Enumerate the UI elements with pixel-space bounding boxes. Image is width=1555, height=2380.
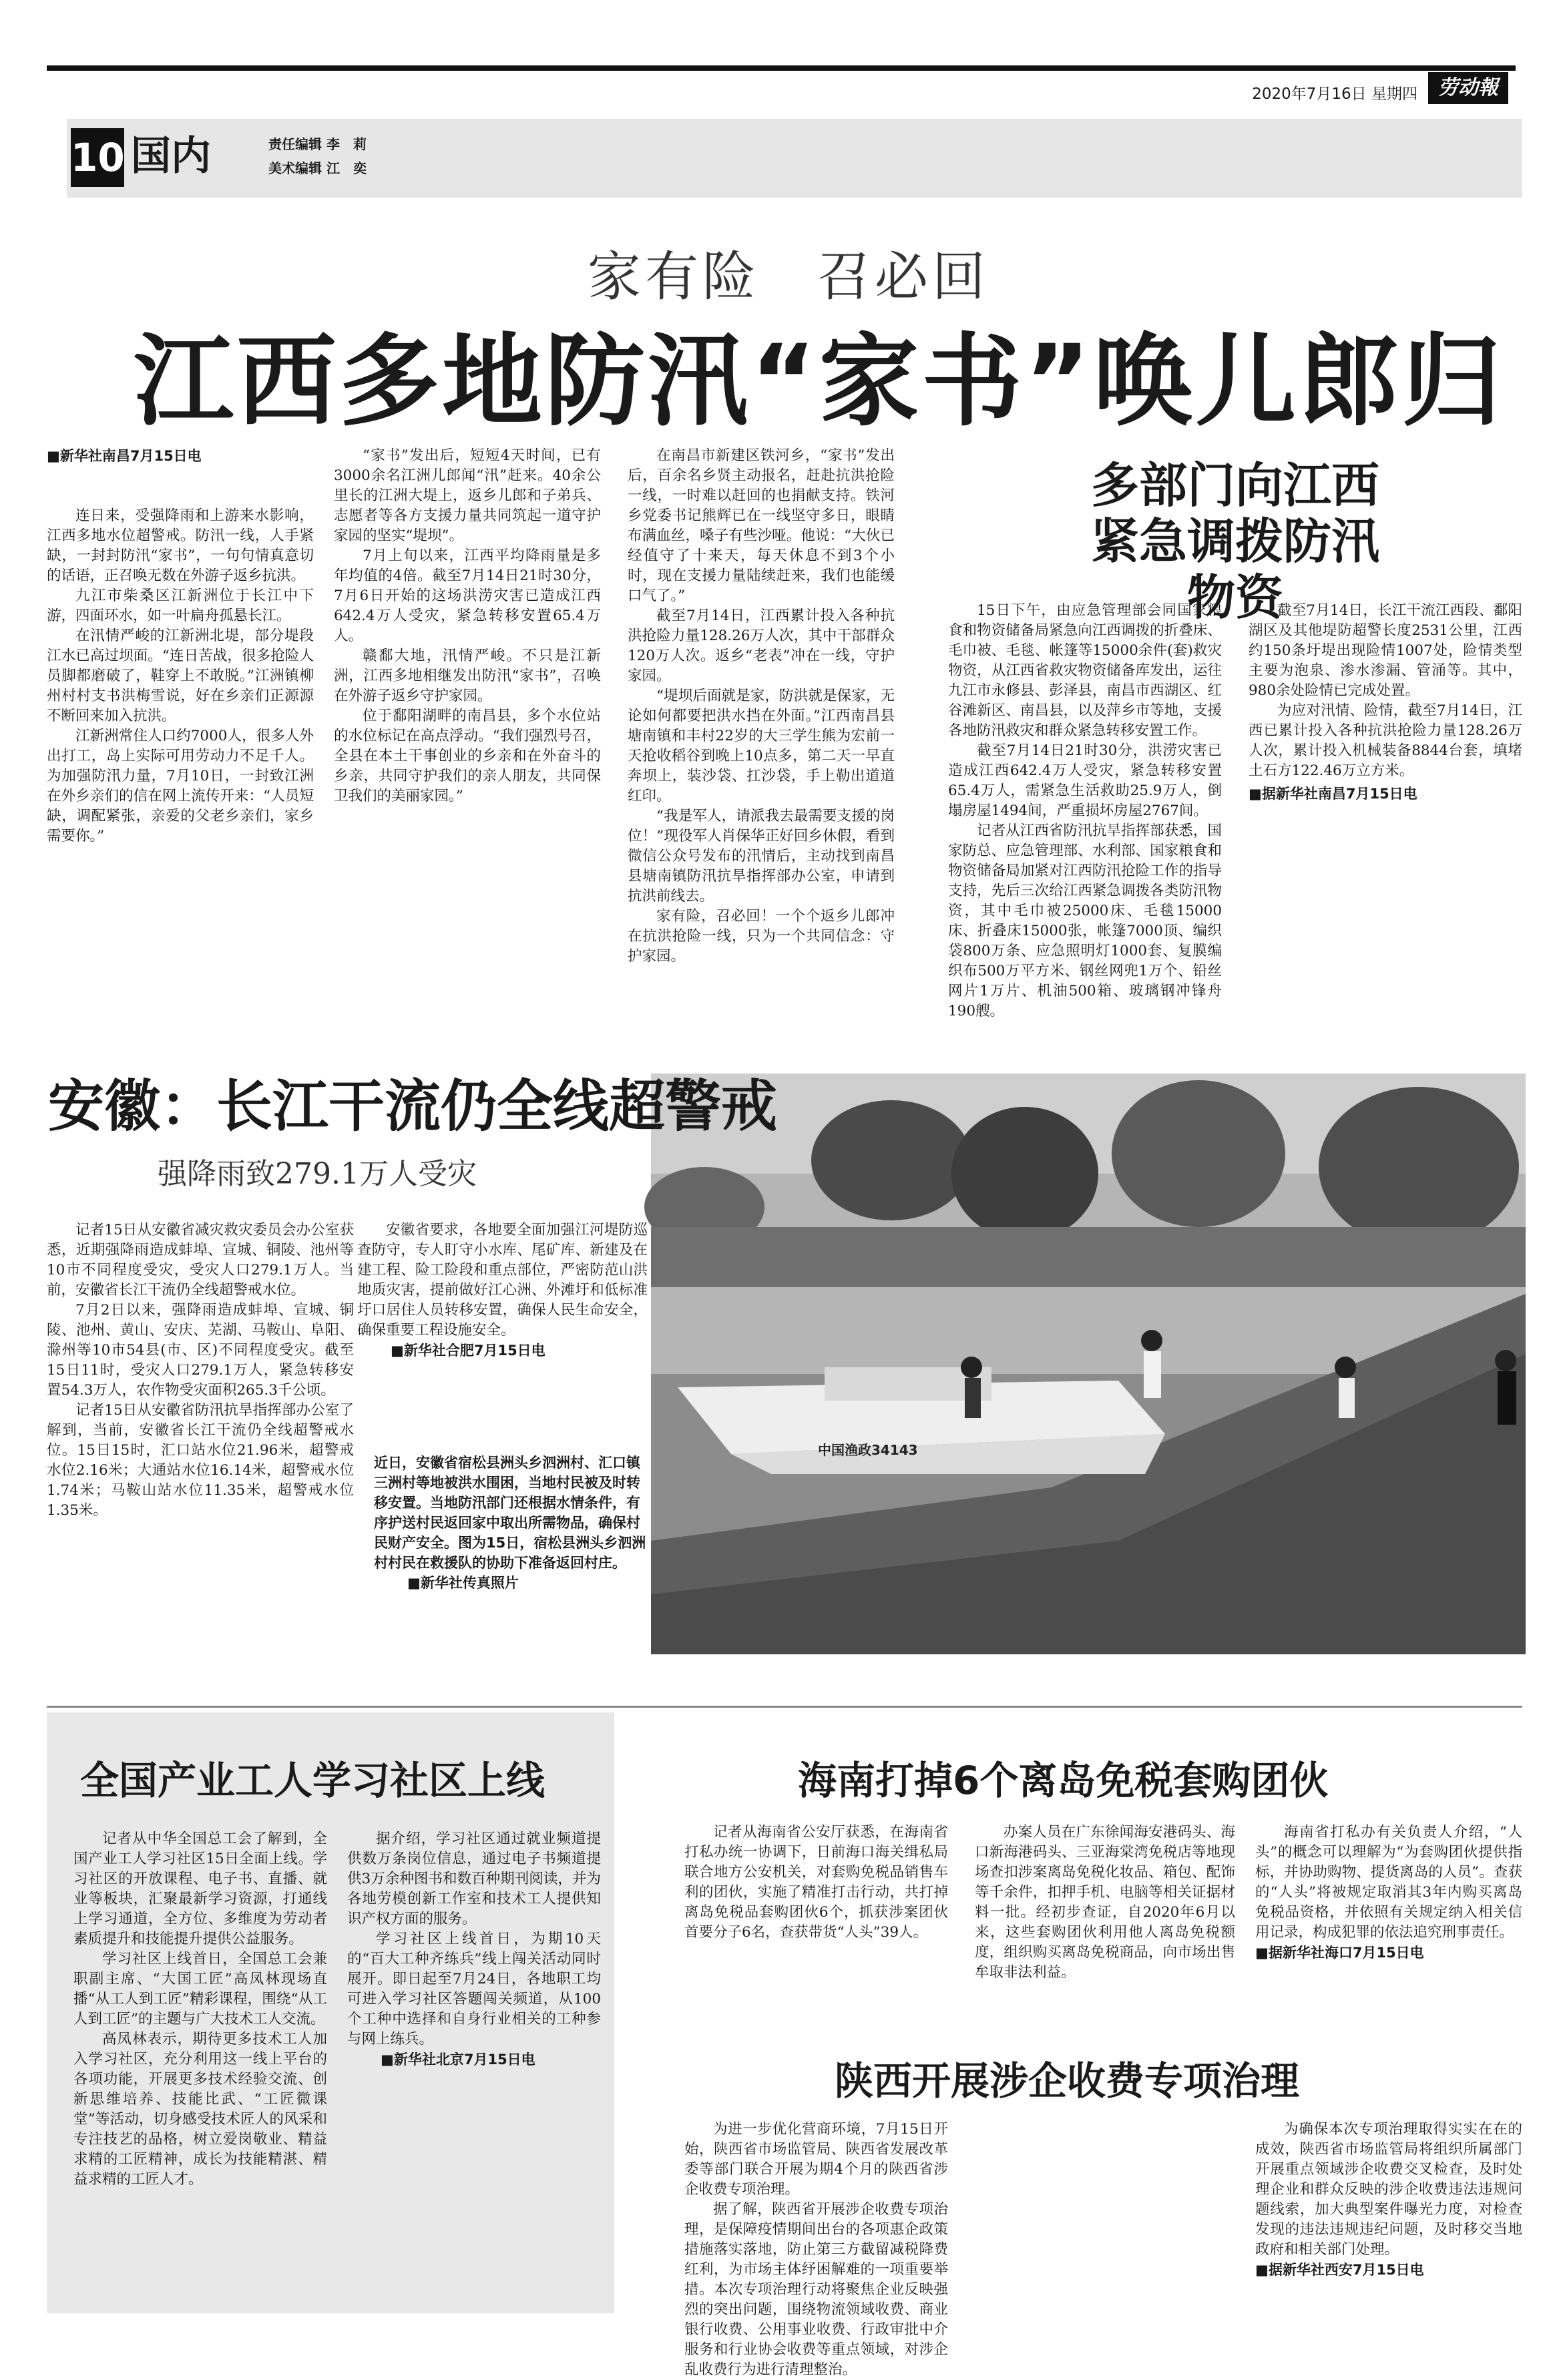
lead-column-2 — [334, 446, 601, 1007]
shaanxi-paragraph: 为确保本次专项治理取得实实在在的成效，陕西省市场监管局将组织所属部门开展重点领域涉企收费交叉检查，及时处理企业和群众反映的涉企收费违法违规问题线索，加大典型案件曝光力度，对检查发现的违法违规违纪问题，及时移交当地政府和相关部门处理。 — [1255, 2121, 1522, 2258]
side-column-2 — [1249, 601, 1522, 1015]
editors — [268, 132, 367, 180]
anhui-paragraph: 记者15日从安徽省减灾救灾委员会办公室获悉，近期强降雨造成蚌埠、宣城、铜陵、池州等10市不同程度受灾，受灾人口279.1万人。当前，安徽省长江干流仍全线超警戒水位。 — [47, 1222, 354, 1298]
side-paragraph: 记者从江西省防汛抗旱指挥部获悉，国家防总、应急管理部、水利部、国家粮食和物资储备局加紧对江西防汛抢险工作的指导支持，先后三次给江西紧急调拨各类防汛物资，其中毛巾被25000床、毛毯15000床、折叠床15000张，帐篷7000顶、编织袋800万条、应急照明灯1000套、复膜编织布500万平方米、钢丝网兜1万个、铅丝网片1万片、机油500箱、玻璃钢冲锋舟190艘。 — [948, 822, 1222, 1019]
flood-rescue-photo — [651, 1074, 1526, 1654]
lead-kicker: 家有险 召必回 — [588, 246, 989, 308]
workers-byline: ■新华社北京7月15日电 — [381, 2052, 535, 2068]
lead-paragraph: 截至7月14日，江西累计投入各种抗洪抢险力量128.26万人次，其中干部群众120万人次。返乡“老表”冲在一线，守护家园。 — [628, 608, 895, 684]
lead-paragraph: “家书”发出后，短短4天时间，已有3000余名江洲儿郎闻“汛”赶来。40余公里长的江洲大堤上，返乡儿郎和子弟兵、志愿者等各方支援力量共同筑起一道守护家园的坚实“堤坝”。 — [334, 447, 601, 544]
side-headline-line: 紧急调拨防汛物资 — [1090, 513, 1379, 626]
anhui-column-2 — [357, 1220, 648, 1441]
hainan-byline: ■据新华社海口7月15日电 — [1255, 1945, 1424, 1961]
workers-paragraph: 据介绍，学习社区通过就业频道提供数万条岗位信息，通过电子书频道提供3万余种图书和数百种期刊阅读，并为各地劳模创新工作室和技术工人提供知识产权方面的服务。 — [347, 1831, 601, 1927]
lead-paragraph: “我是军人，请派我去最需要支援的岗位！”现役军人肖保华正好回乡休假，看到微信公众号发布的汛情后，主动找到南昌县塘南镇防汛抗旱指挥部办公室，申请到抗洪前线去。 — [628, 808, 895, 905]
lead-paragraph: 连日来，受强降雨和上游来水影响，江西多地水位超警戒。防汛一线，人手紧缺，一封封防汛“家书”，一句句情真意切的话语，正召唤无数在外游子返乡抗洪。 — [47, 507, 314, 584]
lead-headline: 江西多地防汛“家书”唤儿郎归 — [134, 324, 1505, 440]
editor-line: 美术编辑 江 奕 — [268, 160, 367, 176]
shaanxi-column-3 — [1255, 2120, 1522, 2320]
lead-paragraph: 江新洲常住人口约7000人，很多人外出打工，岛上实际可用劳动力不足千人。为加强防汛力量，7月10日，一封致江洲在外乡亲们的信在网上流传开来：“人员短缺，调配紧张，亲爱的父老乡亲们，家乡需要你。” — [47, 728, 314, 845]
side-byline: ■据新华社南昌7月15日电 — [1249, 786, 1417, 802]
caption-text: 近日，安徽省宿松县洲头乡泗洲村、汇口镇三洲村等地被洪水围困，当地村民被及时转移安置。当地防汛部门还根据水情条件，有序护送村民返回家中取出所需物品，确保村民财产安全。图为15日，宿松县洲头乡泗洲村村民在救援队的协助下准备返回村庄。 — [374, 1455, 646, 1571]
lead-column-1 — [47, 446, 314, 1007]
side-column-1 — [948, 601, 1222, 1019]
anhui-byline: ■新华社合肥7月15日电 — [391, 1343, 545, 1359]
shaanxi-paragraph: 为进一步优化营商环境，7月15日开始，陕西省市场监管局、陕西省发展改革委等部门联合开展为期4个月的陕西省涉企收费专项治理。 — [684, 2121, 948, 2198]
hainan-column-1 — [684, 1823, 948, 2023]
lead-paragraph: 在南昌市新建区铁河乡，“家书”发出后，百余名乡贤主动报名，赶赴抗洪抢险一线，一时难以赶回的也捐献支持。铁河乡党委书记熊辉已在一线坚守多日，眼睛布满血丝，嗓子有些沙哑。他说：“大伙已经值守了十来天，每天休息不到3个小时，现在支援力量陆续赶来，我们也能缓口气了。” — [628, 447, 895, 604]
hainan-paragraph: 记者从海南省公安厅获悉，在海南省打私办统一协调下，日前海口海关缉私局联合地方公安机关，对套购免税品销售车利的团伙，实施了精准打击行动，共打掉离岛免税品套购团伙6个，抓获涉案团伙首要分子6名，查获带货“人头”39人。 — [684, 1824, 948, 1941]
side-paragraph: 15日下午，由应急管理部会同国家粮食和物资储备局紧急向江西调拨的折叠床、毛巾被、毛毯、帐篷等15000余件(套)救灾物资，从江西省救灾物资储备库发出，运往九江市永修县、彭泽县，南昌市西湖区、红谷滩新区、南昌县，以及萍乡市等地，支援各地防汛救灾和群众紧急转移安置工作。 — [948, 602, 1222, 739]
lead-paragraph: “堤坝后面就是家，防洪就是保家，无论如何都要把洪水挡在外面。”江西南昌县塘南镇和丰村22岁的大三学生熊为宏前一天抢收稻谷到晚上10点多，第二天一早直奔坝上，装沙袋、扛沙袋，手上勒出道道红印。 — [628, 688, 895, 804]
section-divider — [47, 1706, 1522, 1708]
workers-paragraph: 记者从中华全国总工会了解到，全国产业工人学习社区15日全面上线。学习社区的开放课程、电子书、直播、就业等板块，汇聚最新学习资源，打通线上学习通道，全方位、多维度为劳动者素质提升和技能提升提供公益服务。 — [73, 1831, 327, 1947]
lead-paragraph: 赣鄱大地，汛情严峻。不只是江新洲，江西多地相继发出防汛“家书”，召唤在外游子返乡守护家园。 — [334, 648, 601, 704]
workers-column-1 — [73, 1829, 327, 2297]
hainan-column-3 — [1255, 1823, 1522, 2023]
hainan-paragraph: 办案人员在广东徐闻海安港码头、海口新海港码头、三亚海棠湾免税店等地现场查扣涉案离岛免税化妆品、箱包、配饰等千余件，扣押手机、电脑等相关证据材料一批。经初步查证，自2020年6月以来，这些套购团伙利用他人离岛免税额度，组织购买离岛免税商品，向市场出售牟取非法利益。 — [975, 1824, 1235, 1981]
anhui-paragraph: 7月2日以来，强降雨造成蚌埠、宣城、铜陵、池州、黄山、安庆、芜湖、马鞍山、阜阳、滁州等10市54县(市、区)不同程度受灾。截至15日11时，受灾人口279.1万人，紧急转移安置54.3万人，农作物受灾面积265.3千公顷。 — [47, 1302, 354, 1399]
lead-paragraph: 家有险，召必回！一个个返乡儿郎冲在抗洪抢险一线，只为一个共同信念：守护家园。 — [628, 908, 895, 965]
workers-paragraph: 学习社区上线首日，全国总工会兼职副主席、“大国工匠”高凤林现场直播“从工人到工匠”精彩课程，围绕“从工人到工匠”的主题与广大技术工人交流。 — [73, 1951, 327, 2028]
shaanxi-byline: ■据新华社西安7月15日电 — [1255, 2262, 1424, 2278]
workers-headline: 全国产业工人学习社区上线 — [80, 1758, 545, 1803]
workers-paragraph: 学习社区上线首日，为期10天的“百大工种齐练兵”线上闯关活动同时展开。即日起至7月24日，各地职工均可进入学习社区答题闯关频道，从100个工种中选择和自身行业相关的工种参与网上练兵。 — [347, 1931, 601, 2048]
issue-date: 2020年7月16日 星期四 — [1252, 85, 1417, 103]
lead-paragraph: 九江市柴桑区江新洲位于长江中下游，四面环水，如一叶扁舟孤悬长江。 — [47, 587, 314, 624]
side-paragraph: 截至7月14日，长江干流江西段、鄱阳湖区及其他堤防超警长度2531公里，江西约150条圩堤出现险情1007处，险情类型主要为泡泉、渗水渗漏、管涌等。其中，980余处险情已完成处置。 — [1249, 602, 1522, 699]
side-paragraph: 截至7月14日21时30分，洪涝灾害已造成江西642.4万人受灾，紧急转移安置65.4万人，需紧急生活救助25.9万人，倒塌房屋1494间，严重损坏房屋2767间。 — [948, 742, 1222, 819]
masthead-logo: 劳动報 — [1428, 72, 1508, 104]
editor-line: 责任编辑 李 莉 — [268, 136, 367, 152]
photo-illustration — [651, 1074, 1526, 1654]
side-headline-line: 多部门向江西 — [1090, 457, 1379, 513]
lead-dateline: ■新华社南昌7月15日电 — [47, 448, 202, 464]
shaanxi-column-1 — [684, 2120, 948, 2378]
workers-paragraph: 高凤林表示，期待更多技术工人加入学习社区，充分利用这一线上平台的各项功能，开展更多技术经验交流、创新思维培养、技能比武、“工匠微课堂”等活动，切身感受技术匠人的风采和专注技艺的品格，树立爱岗敬业、精益求精的工匠精神，成长为技能精湛、精益求精的工匠人才。 — [73, 2031, 327, 2188]
anhui-paragraph: 记者15日从安徽省防汛抗旱指挥部办公室了解到，当前，安徽省长江干流仍全线超警戒水位。15日15时，汇口站水位21.96米，超警戒水位2.16米；大通站水位16.14米，超警戒水位1.74米；马鞍山站水位11.35米，超警戒水位1.35米。 — [47, 1402, 354, 1519]
workers-column-2 — [347, 1829, 601, 2297]
lead-paragraph: 在汛情严峻的江新洲北堤，部分堤段江水已高过坝面。“连日苦战，很多抢险人员脚都磨破了，鞋穿上不敢脱。”江洲镇柳州村村支书洪梅雪说，好在乡亲们正源源不断回来加入抗洪。 — [47, 628, 314, 724]
page-number: 10 — [71, 128, 124, 187]
anhui-paragraph: 安徽省要求，各地要全面加强江河堤防巡查防守，专人盯守小水库、尾矿库、新建及在建工程、险工险段和重点部位，严密防范山洪地质灾害，提前做好江心洲、外滩圩和低标准圩口居住人员转移安置，确保人民生命安全，确保重要工程设施安全。 — [357, 1222, 648, 1339]
anhui-headline: 安徽：长江干流仍全线超警戒 — [48, 1074, 778, 1139]
anhui-column-1 — [47, 1220, 354, 1658]
photo-credit: ■新华社传真照片 — [407, 1575, 519, 1591]
section-title: 国内 — [131, 133, 211, 180]
lead-paragraph: 7月上旬以来，江西平均降雨量是多年均值的4倍。截至7月14日21时30分，7月6日开始的这场洪涝灾害已造成江西642.4万人受灾，紧急转移安置65.4万人。 — [334, 547, 601, 644]
boat-label: 中国渔政34143 — [818, 1442, 918, 1458]
side-paragraph: 为应对汛情、险情，截至7月14日，江西已累计投入各种抗洪抢险力量128.26万人次，累计投入机械装备8844台套，填堵土石方122.46万立方米。 — [1249, 702, 1522, 779]
lead-column-3 — [628, 446, 895, 1007]
shaanxi-headline: 陕西开展涉企收费专项治理 — [835, 2058, 1300, 2104]
top-rule — [47, 65, 1516, 71]
hainan-headline: 海南打掉6个离岛免税套购团伙 — [798, 1758, 1329, 1803]
lead-paragraph: 位于鄱阳湖畔的南昌县，多个水位站的水位标记在高点浮动。“我们强烈号召，全县在本土干事创业的乡亲和在外奋斗的乡亲，共同守护我们的亲人朋友，共同保卫我们的美丽家园。” — [334, 708, 601, 804]
hainan-paragraph: 海南省打私办有关负责人介绍，“人头”的概念可以理解为“为套购团伙提供指标，并协助购物、提货离岛的人员”。查获的“人头”将被规定取消其3年内购买离岛免税品资格，并依照有关规定纳入相关信用记录，构成犯罪的依法追究刑事责任。 — [1255, 1824, 1522, 1941]
shaanxi-paragraph: 据了解，陕西省开展涉企收费专项治理，是保障疫情期间出台的各项惠企政策措施落实落地，防止第三方截留减税降费红利，为市场主体纾困解难的一项重要举措。本次专项治理行动将聚焦企业反映强烈的突出问题，围绕物流领域收费、商业银行收费、公用事业收费、行政审批中介服务和行业协会收费等重点领域，对涉企乱收费行为进行清理整治。 — [684, 2201, 948, 2378]
anhui-subheadline: 强降雨致279.1万人受灾 — [158, 1157, 477, 1191]
hainan-column-2 — [975, 1823, 1235, 2023]
photo-caption — [374, 1453, 648, 1593]
